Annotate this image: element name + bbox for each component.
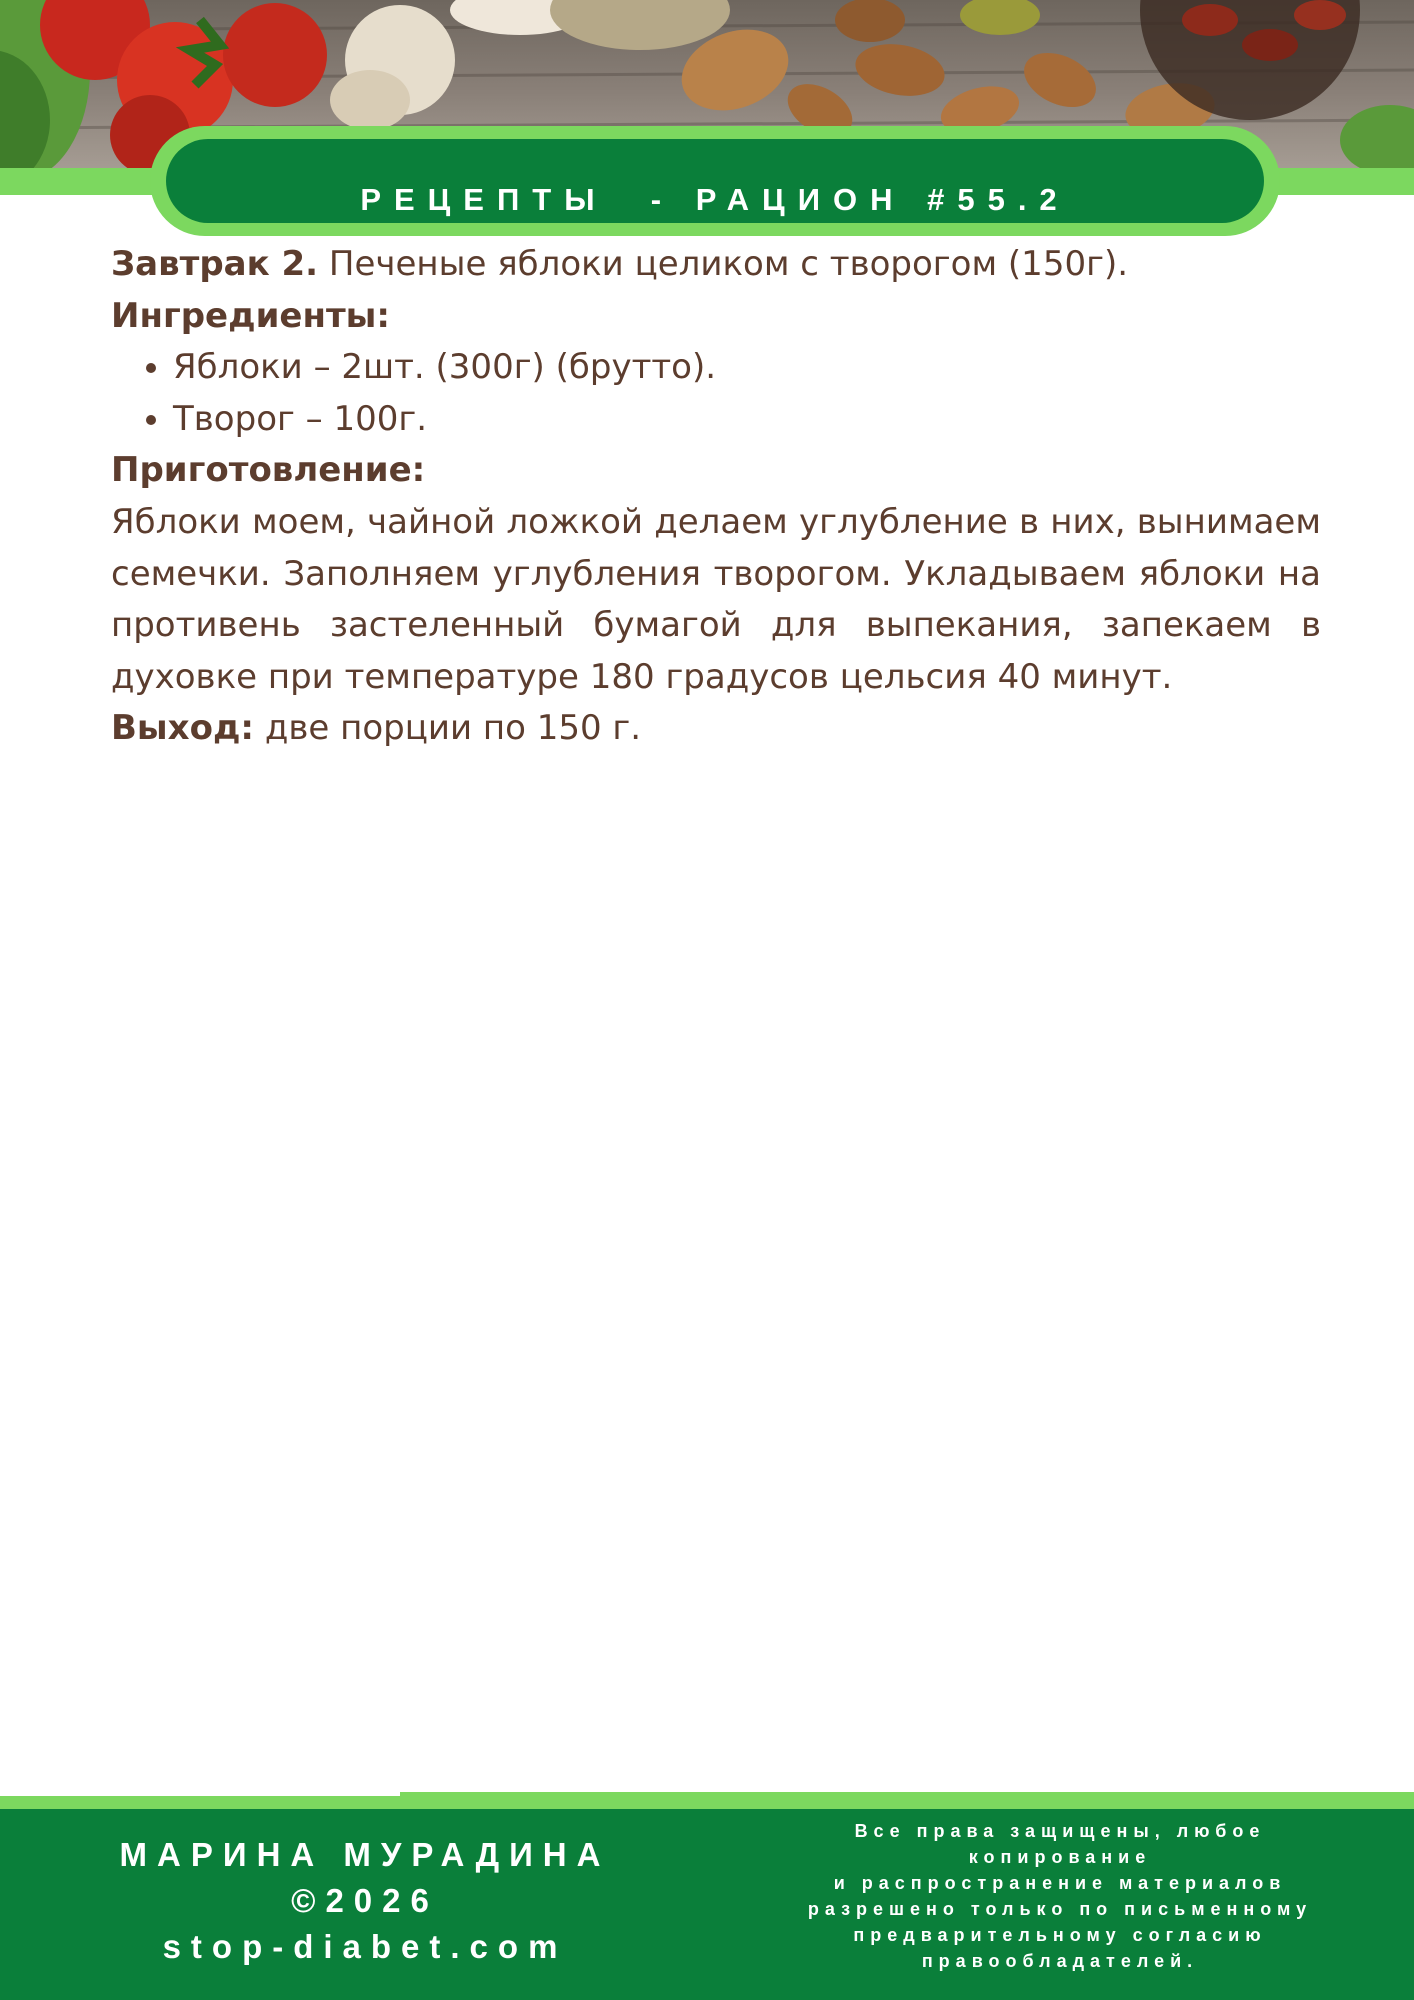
site-link[interactable]: stop-diabet.com: [162, 1928, 568, 1965]
rights-line: правообладателей.: [921, 1951, 1199, 1971]
yield-label: Выход:: [111, 708, 255, 749]
ingredients-heading: [111, 291, 1321, 343]
ingredients-list: [111, 342, 1321, 445]
footer: [0, 1809, 1414, 2000]
rights-line: разрешено только по письменному: [807, 1899, 1313, 1919]
rights-line: предварительному согласию: [853, 1925, 1267, 1945]
list-item: • Творог – 100г.: [173, 394, 1321, 446]
copyright: ©2026: [291, 1882, 439, 1919]
page-title: РЕЦЕПТЫ - РАЦИОН #55.2: [360, 182, 1070, 217]
ingredients-heading-text: Ингредиенты:: [111, 295, 390, 336]
meal-label: Завтрак 2.: [111, 244, 319, 284]
yield-line: [111, 703, 1321, 755]
meal-line: [111, 239, 1321, 291]
preparation-heading-text: Приготовление:: [111, 450, 426, 491]
preparation-text: Яблоки моем, чайной ложкой делаем углубление в них, вынимаем семечки. Заполняем углубления творогом. Укладываем яблоки на противень застеленный бумагой для выпекания, запекаем в духовке при температуре 180 градусов цельсия 40 минут.: [111, 501, 1321, 697]
list-item: • Яблоки – 2шт. (300г) (брутто).: [173, 342, 1321, 394]
recipe-content: [111, 239, 1321, 755]
footer-author-block: [0, 1832, 730, 1970]
preparation-heading: [111, 445, 1321, 497]
rights-line: Все права защищены, любое: [854, 1821, 1266, 1841]
rights-notice: [745, 1818, 1375, 1974]
meal-title: Печеные яблоки целиком с творогом (150г).: [318, 244, 1129, 284]
author-name: МАРИНА МУРАДИНА: [119, 1836, 611, 1873]
rights-line: копирование: [968, 1847, 1152, 1867]
yield-text: две порции по 150 г.: [254, 708, 642, 749]
rights-line: и распространение материалов: [833, 1873, 1287, 1893]
